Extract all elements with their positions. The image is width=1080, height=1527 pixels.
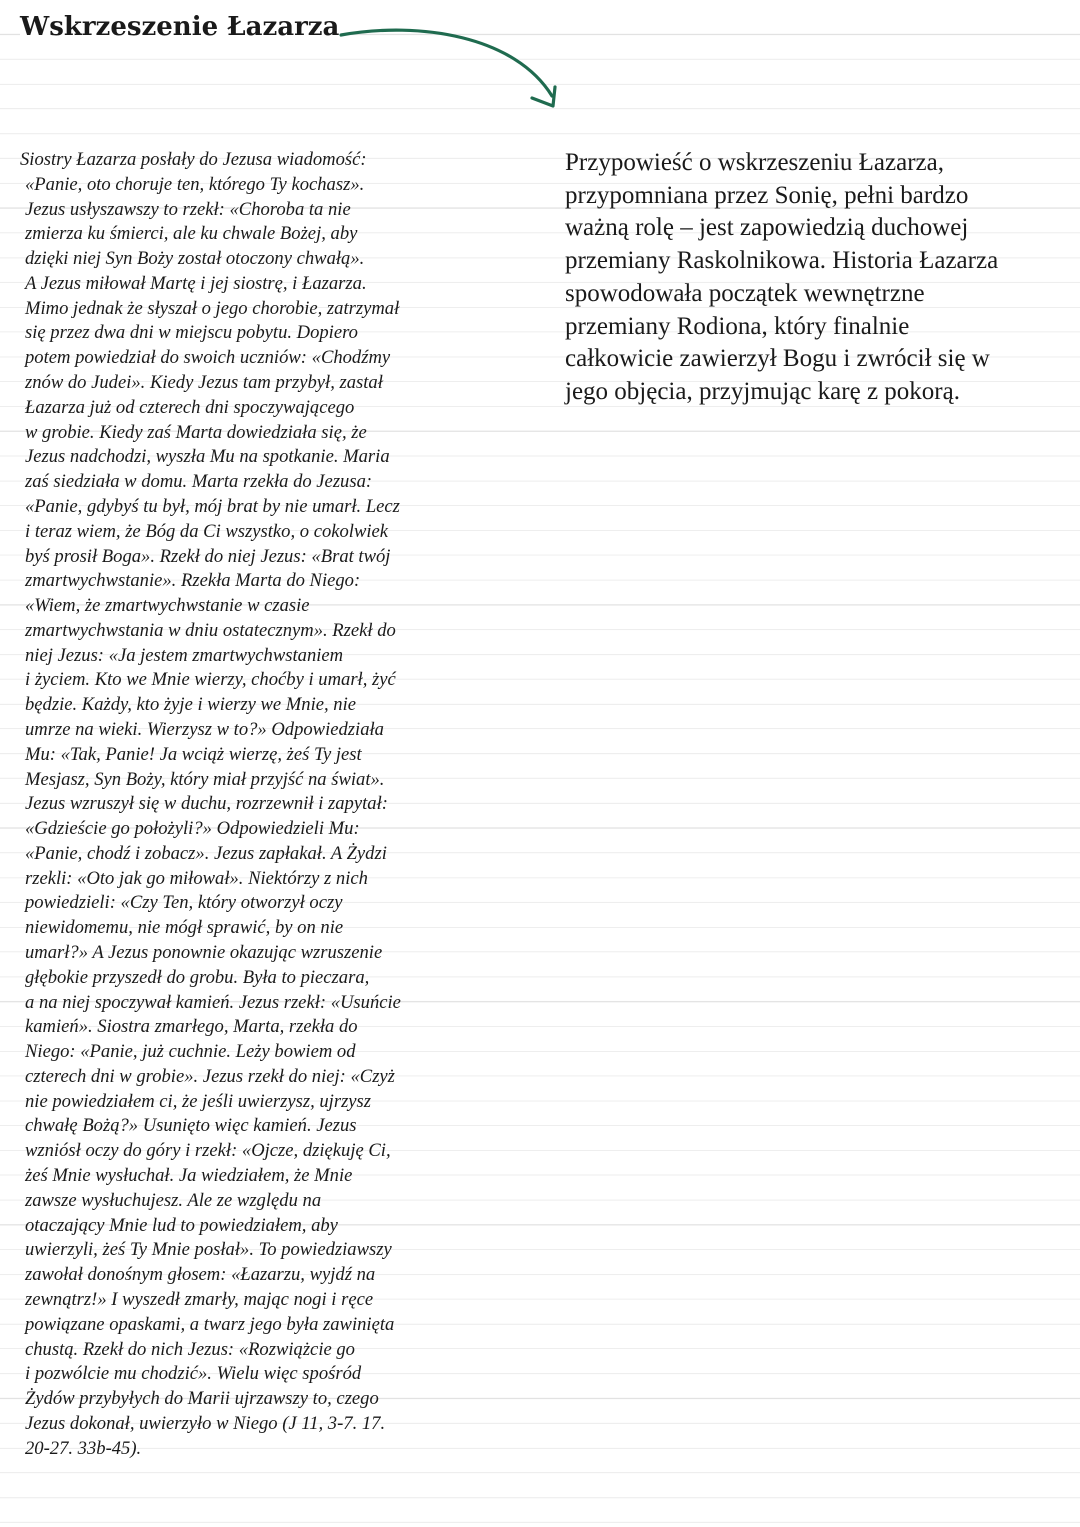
quote-line: głębokie przyszedł do grobu. Była to pieczara,	[25, 966, 370, 988]
quote-line: «Wiem, że zmartwychwstanie w czasie	[25, 595, 310, 617]
quote-line: zawołał donośnym głosem: «Łazarzu, wyjdź na	[25, 1264, 376, 1286]
quote-line: Mesjasz, Syn Boży, który miał przyjść na świat».	[25, 768, 385, 790]
note-line: całkowicie zawierzył Bogu i zwrócił się w	[565, 345, 990, 373]
quote-line: A Jezus miłował Martę i jej siostrę, i Łazarza.	[25, 272, 367, 294]
curved-arrow-icon	[335, 18, 565, 118]
quote-line: Łazarza już od czterech dni spoczywającego	[25, 396, 355, 418]
quote-line: nie powiedziałem ci, że jeśli uwierzysz, ujrzysz	[25, 1090, 372, 1112]
quote-line: żeś Mnie wysłuchał. Ja wiedziałem, że Mnie	[25, 1165, 353, 1187]
quote-line: Siostry Łazarza posłały do Jezusa wiadomość:	[20, 149, 367, 170]
quote-line: i teraz wiem, że Bóg da Ci wszystko, o cokolwiek	[25, 520, 389, 542]
note-line: Przypowieść o wskrzeszeniu Łazarza,	[565, 149, 944, 176]
quote-line: Niego: «Panie, już cuchnie. Leży bowiem od	[25, 1041, 356, 1063]
quote-line: «Panie, oto choruje ten, którego Ty kochasz».	[25, 173, 365, 195]
quote-line: niej Jezus: «Ja jestem zmartwychwstaniem	[25, 644, 344, 666]
quote-line: potem powiedział do swoich uczniów: «Chodźmy	[25, 347, 391, 369]
quote-line: wzniósł oczy do góry i rzekł: «Ojcze, dziękuję Ci,	[25, 1140, 391, 1162]
quote-line: chustą. Rzekł do nich Jezus: «Rozwiążcie go	[25, 1338, 355, 1360]
quote-line: uwierzyli, żeś Ty Mnie posłał». To powiedziawszy	[25, 1239, 392, 1261]
quote-line: i życiem. Kto we Mnie wierzy, choćby i umarł, żyć	[25, 669, 396, 691]
quote-line: zawsze wysłuchujesz. Ale ze względu na	[25, 1189, 322, 1211]
quote-line: rzekli: «Oto jak go miłował». Niektórzy z nich	[25, 867, 368, 889]
quote-line: a na niej spoczywał kamień. Jezus rzekł: «Usuńcie	[25, 991, 401, 1013]
quote-line: powiązane opaskami, a twarz jego była zawinięta	[25, 1313, 395, 1335]
quote-line: chwałę Bożą?» Usunięto więc kamień. Jezus	[25, 1115, 357, 1137]
bible-quote	[20, 148, 455, 1461]
quote-line: w grobie. Kiedy zaś Marta dowiedziała się, że	[25, 421, 367, 443]
quote-line: zewnątrz!» I wyszedł zmarły, mając nogi i ręce	[25, 1288, 374, 1310]
quote-line: umarł?» A Jezus ponownie okazując wzruszenie	[25, 942, 383, 963]
quote-line: umrze na wieki. Wierzysz w to?» Odpowiedziała	[25, 718, 384, 740]
quote-line: byś prosił Boga». Rzekł do niej Jezus: «Brat twój	[25, 545, 391, 567]
quote-line: Mu: «Tak, Panie! Ja wciąż wierzę, żeś Ty jest	[25, 743, 362, 765]
note-line: przemiany Raskolnikowa. Historia Łazarza	[565, 247, 999, 275]
quote-line: «Panie, gdybyś tu był, mój brat by nie umarł. Lecz	[25, 495, 400, 517]
note-line: jego objęcia, przyjmując karę z pokorą.	[565, 377, 960, 405]
quote-line: się przez dwa dni w miejscu pobytu. Dopiero	[25, 322, 358, 344]
note-line: przemiany Rodiona, który finalnie	[565, 312, 910, 340]
note-line: ważną rolę – jest zapowiedzią duchowej	[565, 214, 969, 242]
quote-line: Mimo jednak że słyszał o jego chorobie, zatrzymał	[25, 297, 400, 319]
quote-line: 20-27. 33b-45).	[25, 1437, 142, 1459]
quote-line: zaś siedziała w domu. Marta rzekła do Jezusa:	[25, 471, 373, 493]
commentary-note	[565, 147, 1025, 409]
quote-line: powiedzieli: «Czy Ten, który otworzył oczy	[25, 892, 343, 914]
quote-line: Żydów przybyłych do Marii ujrzawszy to, czego	[25, 1388, 379, 1410]
quote-line: Jezus wzruszył się w duchu, rozrzewnił i zapytał:	[25, 793, 388, 815]
quote-line: będzie. Każdy, kto żyje i wierzy we Mnie, nie	[25, 694, 357, 716]
note-line: przypomniana przez Sonię, pełni bardzo	[565, 181, 969, 209]
quote-line: Jezus dokonał, uwierzyło w Niego (J 11, 3-7. 17.	[25, 1412, 386, 1434]
quote-line: kamień». Siostra zmarłego, Marta, rzekła do	[25, 1016, 358, 1038]
page-title: Wskrzeszenie Łazarza	[20, 12, 343, 42]
note-line: spowodowała początek wewnętrzne	[565, 279, 925, 307]
quote-line: otaczający Mnie lud to powiedziałem, aby	[25, 1214, 338, 1236]
quote-line: czterech dni w grobie». Jezus rzekł do niej: «Czyż	[25, 1065, 395, 1087]
quote-line: zmierza ku śmierci, ale ku chwale Bożej, aby	[25, 223, 358, 245]
quote-line: i pozwólcie mu chodzić». Wielu więc spośród	[25, 1363, 362, 1385]
quote-line: Jezus usłyszawszy to rzekł: «Choroba ta nie	[25, 198, 351, 220]
quote-line: zmartwychwstanie». Rzekła Marta do Niego:	[25, 570, 361, 592]
quote-line: zmartwychwstania w dniu ostatecznym». Rzekł do	[25, 619, 396, 641]
quote-line: «Panie, chodź i zobacz». Jezus zapłakał. A Żydzi	[25, 842, 387, 864]
quote-line: Jezus nadchodzi, wyszła Mu na spotkanie. Maria	[25, 446, 390, 468]
quote-line: znów do Judei». Kiedy Jezus tam przybył, zastał	[25, 372, 383, 394]
quote-line: dzięki niej Syn Boży został otoczony chwałą».	[25, 248, 365, 270]
quote-line: niewidomemu, nie mógł sprawić, by on nie	[25, 917, 344, 939]
quote-line: «Gdzieście go położyli?» Odpowiedzieli Mu:	[25, 818, 360, 840]
